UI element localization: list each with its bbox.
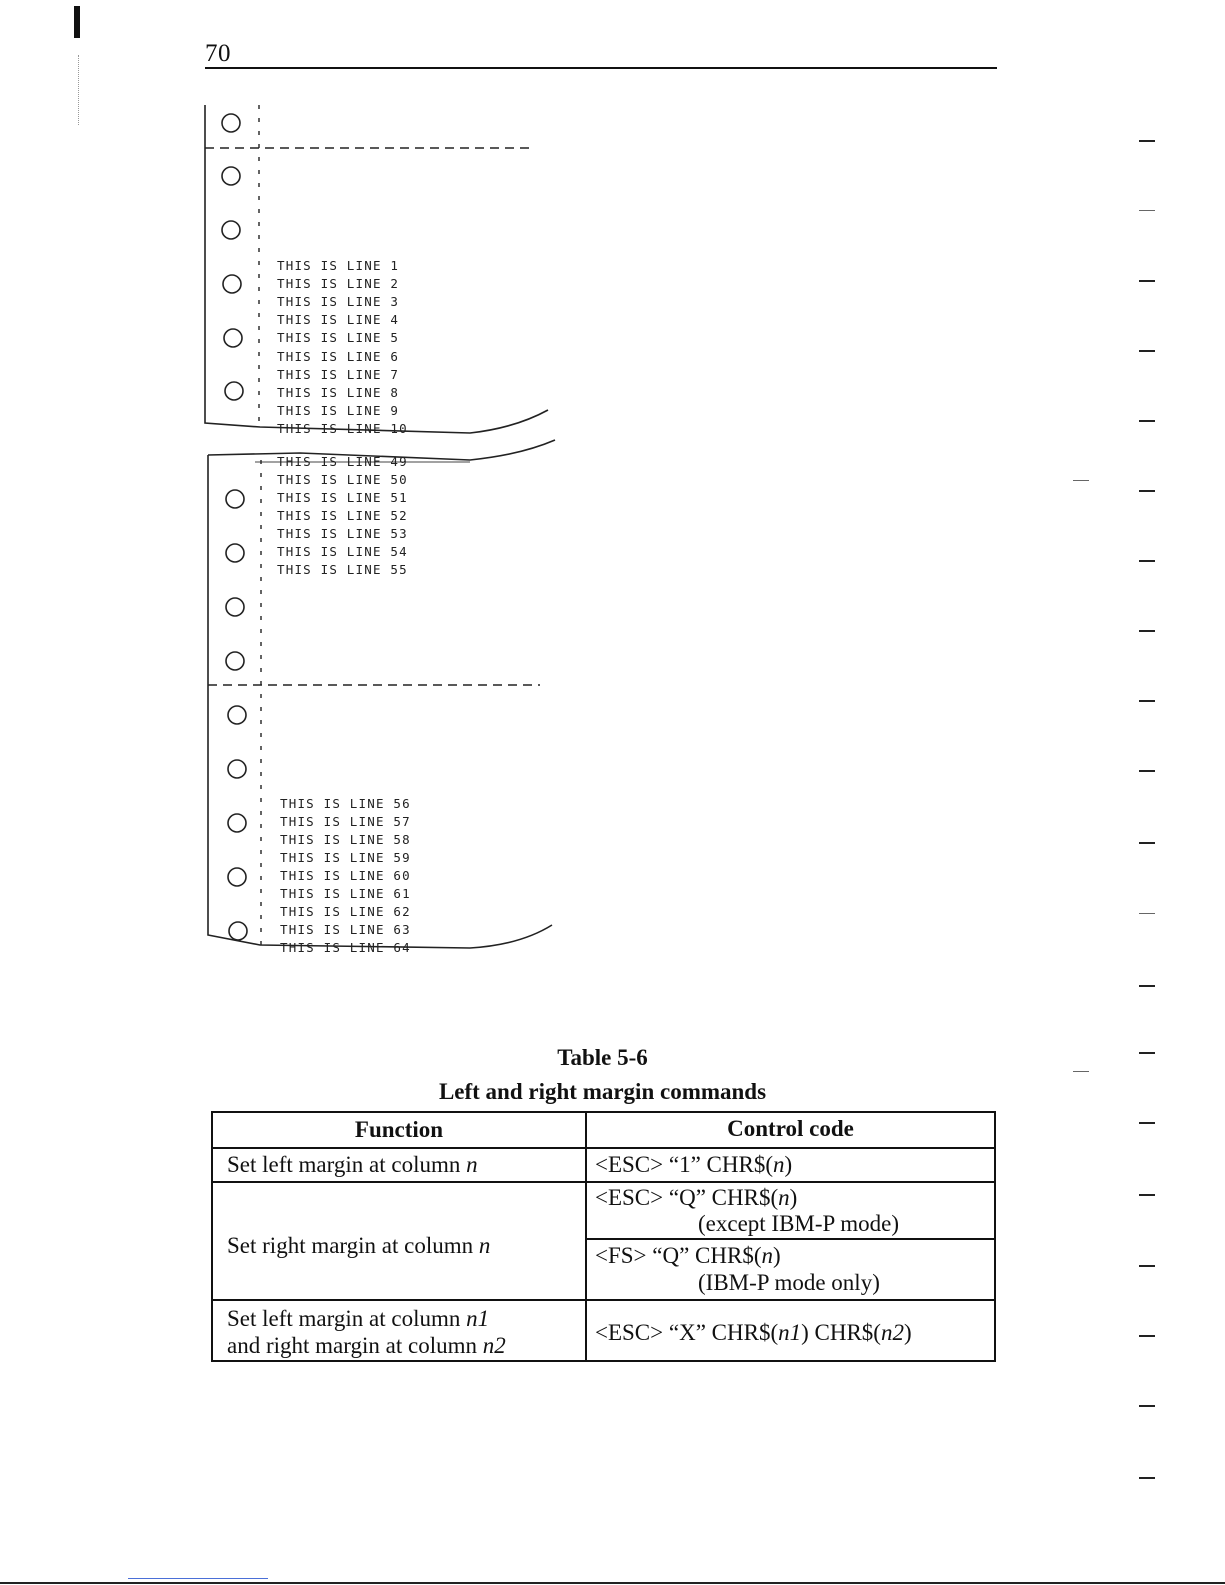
printed-line: THIS IS LINE 9: [277, 402, 400, 418]
printed-line: THIS IS LINE 5: [277, 330, 400, 346]
column-divider: [585, 1113, 587, 1360]
printed-line: THIS IS LINE 62: [280, 904, 411, 919]
row-divider: [213, 1299, 994, 1301]
printed-line: THIS IS LINE 54: [277, 544, 408, 559]
header-control-code: Control code: [727, 1116, 854, 1141]
scan-margin-mark: [1139, 1265, 1155, 1267]
printed-line: THIS IS LINE 63: [280, 922, 411, 937]
row1-function: Set left margin at column n: [227, 1152, 478, 1177]
tractor-holes: [222, 114, 247, 940]
printed-line: THIS IS LINE 6: [277, 348, 400, 364]
printed-line: THIS IS LINE 59: [280, 850, 411, 865]
printed-line: THIS IS LINE 56: [280, 796, 411, 811]
printed-line: THIS IS LINE 1: [277, 258, 400, 273]
printed-line: THIS IS LINE 60: [280, 868, 411, 883]
scan-margin-mark: [1139, 1335, 1155, 1337]
printed-line: THIS IS LINE 10: [277, 420, 408, 436]
row2-control-code-b-note: (IBM-P mode only): [698, 1270, 880, 1295]
scan-margin-mark: [1139, 1122, 1155, 1124]
printed-line: THIS IS LINE 2: [277, 276, 400, 292]
scan-bottom-edge: [0, 1582, 1225, 1584]
scan-bottom-mark: [128, 1578, 268, 1579]
scan-margin-mark: [1073, 1071, 1089, 1072]
printed-line: THIS IS LINE 64: [280, 940, 411, 955]
printed-line: THIS IS LINE 61: [280, 886, 411, 901]
printed-line: THIS IS LINE 50: [277, 472, 408, 487]
row2-control-code-a: <ESC> “Q” CHR$(n): [595, 1185, 798, 1210]
printed-line: THIS IS LINE 58: [280, 832, 411, 847]
page-number: 70: [205, 40, 231, 67]
scan-margin-mark: [1139, 1194, 1155, 1196]
printed-line: THIS IS LINE 7: [277, 366, 400, 382]
printed-line: THIS IS LINE 49: [277, 454, 408, 469]
row2-control-code-a-note: (except IBM-P mode): [698, 1211, 899, 1236]
row3-function-line2: and right margin at column n2: [227, 1333, 506, 1358]
table-caption: Left and right margin commands: [438, 1079, 767, 1104]
row-divider: [213, 1181, 994, 1183]
printed-line: THIS IS LINE 53: [277, 526, 408, 541]
printed-line: THIS IS LINE 4: [277, 312, 400, 328]
printed-line: THIS IS LINE 57: [280, 814, 411, 829]
scan-margin-mark: [1139, 1477, 1155, 1479]
row3-control-code: <ESC> “X” CHR$(n1) CHR$(n2): [595, 1320, 912, 1345]
header-divider: [213, 1147, 994, 1149]
printed-line: THIS IS LINE 52: [277, 508, 408, 523]
subrow-divider: [585, 1238, 994, 1240]
table-number: Table 5-6: [557, 1045, 648, 1070]
row2-control-code-b: <FS> “Q” CHR$(n): [595, 1243, 781, 1268]
header-function: Function: [354, 1117, 444, 1142]
row3-function-line1: Set left margin at column n1: [227, 1306, 490, 1331]
row1-control-code: <ESC> “1” CHR$(n): [595, 1152, 793, 1177]
printed-line: THIS IS LINE 55: [277, 562, 408, 577]
row2-function: Set right margin at column n: [227, 1233, 491, 1258]
printed-line: THIS IS LINE 51: [277, 490, 408, 505]
scan-margin-mark: [1139, 1405, 1155, 1407]
margin-commands-table: [211, 1111, 996, 1362]
printed-line: THIS IS LINE 3: [277, 294, 400, 310]
printed-line: THIS IS LINE 8: [277, 384, 400, 400]
